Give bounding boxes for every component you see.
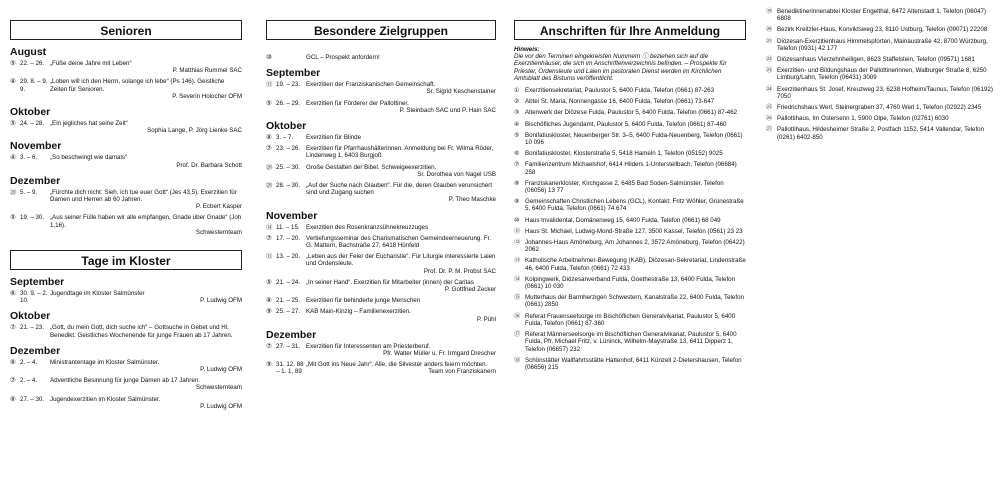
house-number: ⑦ — [514, 161, 520, 169]
address-entry — [766, 26, 994, 33]
event-date: 26. – 29. — [276, 99, 301, 107]
month-heading: Oktober — [10, 310, 51, 323]
event-text: „Loben will ich den Herrn, solange ich lebe“ (Ps 146). Geistliche Zeiten für Senioren. — [50, 78, 225, 93]
event-date: 11. – 15. — [276, 223, 300, 231]
house-number: ⑤ — [266, 278, 272, 286]
event-date: 13. – 20. — [276, 253, 301, 261]
house-number: ⑨ — [514, 198, 520, 206]
month-heading: September — [266, 67, 321, 80]
event-text: „Mit Gott ins Neue Jahr“. Alle, die Silvester anders feiern möchten. — [306, 361, 488, 369]
zielgruppen-list — [266, 67, 496, 375]
address-entry — [514, 121, 746, 128]
event-text: Exerzitien für Pfarrhaushälterinnen. Anmeldung bei Fr. Wilma Röder, Lindenweg 1, 6403 Burgjoß — [306, 145, 494, 160]
event-entry — [10, 377, 242, 391]
address-entry — [514, 161, 746, 175]
house-number: ㉑ — [766, 37, 773, 45]
address-entry — [514, 150, 746, 157]
address-entry — [766, 67, 994, 81]
hint-box — [514, 46, 746, 82]
event-body — [50, 396, 242, 410]
house-number: ⑭ — [514, 275, 521, 283]
event-entry — [266, 361, 496, 375]
event-text: Jugendexerzitien im Kloster Salmünster. — [50, 395, 161, 403]
event-text: Große Gestalten der Bibel. Schweigeexerzitien. — [306, 163, 437, 171]
hint-title: Hinweis: — [514, 46, 540, 53]
event-body — [50, 120, 242, 134]
address-text: Bischöfliches Jugendamt, Paulustor 5, 6400 Fulda, Telefon (0661) 87-460 — [525, 120, 727, 128]
address-text: Diözesan-Exerzitienhaus Himmelspforten, Mainaustraße 42, 8700 Würzburg, Telefon (0931) 42 177 — [777, 37, 988, 52]
house-number: ⑨ — [266, 361, 272, 369]
address-text: Referat Männerseelsorge im Bischöflichen Generalvikariat, Paulustor 5, 6400 Fulda, Pfr. Michael Fritz, v. Lüninck, Wilhelm-Maystraße 13, 6411 Dipperz 1, Telefon (06657) 232 — [525, 331, 737, 353]
house-number: ⑯ — [514, 312, 521, 320]
event-text: „Leben aus der Feier der Eucharistie“. Für Liturgie interessierte Laien und Ordensleute. — [306, 253, 496, 268]
event-entry — [10, 60, 242, 74]
event-person: P. Theo Maschke — [448, 196, 496, 204]
event-body — [306, 253, 496, 275]
address-text: Gemeinschaften Christlichen Lebens (GCL), Kontakt: Fritz Wöhler, Grünestraße 5, 6400 Fulda, Telefon (0661) 74 674 — [525, 198, 744, 213]
address-entry — [514, 313, 746, 327]
house-number: ⑫ — [514, 239, 521, 247]
event-date: 27. – 30. — [20, 395, 45, 403]
house-number: ⑥ — [10, 358, 16, 366]
event-entry — [266, 224, 496, 231]
event-person: Team von Franziskanern — [428, 368, 496, 376]
house-number: ⑭ — [266, 223, 273, 231]
address-entry — [766, 8, 994, 22]
event-person: Prof. Dr. Barbara Schott — [176, 161, 242, 169]
event-date: 29. 8. – 9. 9. — [20, 78, 48, 93]
house-number: ⑲ — [766, 8, 773, 15]
event-entry — [10, 120, 242, 134]
house-number: ⑤ — [10, 214, 16, 222]
gcl-intro — [266, 54, 496, 61]
address-text: Pallottihaus, Im Ostersenn 1, 5900 Olpe, Telefon (02761) 6030 — [777, 115, 949, 123]
address-text: Bezirk Kreitzler-Haus, Konviktsweg 23, 8110 Ustburg, Telefon (09071) 22208 — [777, 26, 988, 34]
section-header-tage-im-kloster: Tage im Kloster — [10, 250, 242, 270]
event-entry — [10, 324, 242, 338]
house-number: ㉓ — [766, 67, 773, 75]
event-body — [306, 164, 496, 178]
month-heading: November — [266, 209, 318, 222]
house-number: ⑱ — [514, 356, 521, 364]
event-entry — [10, 396, 242, 410]
event-person: P. Matthias Rummel SAC — [172, 67, 242, 75]
house-number: ⑪ — [266, 81, 273, 89]
event-entry — [266, 145, 496, 159]
event-body — [306, 182, 496, 204]
event-entry — [266, 182, 496, 204]
address-text: Exerzitien- und Bildungshaus der Pallottinerinnen, Walburger Straße 8, 6250 Limburg/Lahn, Telefon (06431) 3009 — [777, 67, 987, 82]
event-body — [50, 324, 242, 338]
month-heading: August — [10, 46, 47, 58]
event-body — [50, 154, 242, 168]
event-person: P. Steinbach SAC und P. Hain SAC — [399, 106, 496, 114]
event-body — [306, 235, 496, 249]
event-date: 22. – 26. — [20, 60, 45, 67]
event-entry — [266, 279, 496, 293]
address-text: Haus Invalidental, Domänenweg 15, 6400 Fulda, Telefon (0661) 68 049 — [525, 216, 721, 224]
event-date: 19. – 23. — [276, 81, 301, 89]
event-person: P. Ludwig OFM — [200, 297, 242, 305]
event-text: Exerzitien für Interessenten am Priesterberuf. — [306, 342, 431, 350]
address-text: Exerzitiensekretariat, Paulustor 5, 6400 Fulda, Telefon (0661) 87-263 — [525, 87, 715, 95]
address-entry — [514, 276, 746, 290]
address-text: Altenwerk der Diözese Fulda, Paulustor 5, 6400 Fulda, Telefon (0661) 87-462 — [525, 109, 738, 117]
event-text: Vertiefungsseminar des Charismatischen Gemeindeerneuerung. Fr. G. Mattern, Bachstraße 27, 6418 Hünfeld — [306, 234, 492, 250]
house-number: ⑩ — [266, 54, 272, 61]
event-date: 2. – 4. — [20, 358, 38, 366]
event-text: Exerzitien für behinderte junge Menschen — [306, 297, 421, 305]
house-number: ⑦ — [10, 324, 16, 332]
house-number: ⑥ — [10, 290, 16, 298]
event-text: Jugendtage im Kloster Salmünster — [50, 290, 145, 298]
event-entry — [10, 359, 242, 373]
intro-text: GCL – Prospekt anfordern! — [306, 54, 380, 61]
address-entry — [514, 87, 746, 94]
house-number: ㉒ — [766, 56, 773, 64]
event-person: P. Severin Holocher OFM — [172, 92, 242, 100]
event-entry — [10, 290, 242, 304]
event-date: 25. – 30. — [276, 163, 301, 171]
event-body — [50, 60, 242, 74]
address-entry — [514, 228, 746, 235]
house-number: ⑳ — [266, 163, 273, 171]
house-number: ⑦ — [266, 145, 272, 153]
event-person: Prof. Dr. P. M. Probst SAC — [423, 267, 496, 275]
house-number: ⑧ — [266, 297, 272, 305]
event-entry — [266, 343, 496, 357]
address-text: Kolpingwerk, Diözesanverband Fulda, Goethestraße 13, 6400 Fulda, Telefon (0661) 10 030 — [525, 275, 736, 291]
address-entry — [514, 294, 746, 308]
address-text: Bonifatiuskloster, Neuenberger Str. 3–5, 6400 Fulda-Neuenberg, Telefon (0661) 10 096 — [525, 131, 743, 147]
address-entry — [766, 38, 994, 52]
address-entry — [514, 217, 746, 224]
event-entry — [266, 235, 496, 249]
event-person: P. Ludwig OFM — [200, 402, 242, 410]
event-date: 21. – 25. — [276, 297, 301, 305]
house-number: ⑳ — [266, 182, 273, 190]
event-person: P. Pühl — [476, 315, 496, 323]
address-text: Katholische Arbeitnehmer-Bewegung (KAB), Diözesan-Sekretariat, Lindenstraße 46, 6400 Fulda, Telefon (0661) 72 433 — [525, 257, 746, 272]
event-text: Adventliche Besinnung für junge Damen ab 17 Jahren. — [50, 377, 200, 385]
event-person: Sr. Dorothea von Nagel USB — [417, 170, 496, 178]
event-date: 21. – 24. — [276, 278, 301, 286]
address-entry — [766, 56, 994, 63]
address-text: Schönstätter Wallfahrtsstätte Hattenhof, 6411 Künzell 2-Dietershausen, Telefon (06656) 215 — [525, 356, 742, 371]
address-entry — [514, 357, 746, 371]
event-text: Exerzitien für Förderer der Pallottiner. — [306, 99, 409, 107]
event-body — [306, 100, 496, 114]
address-entry — [514, 239, 746, 253]
event-body — [50, 189, 242, 211]
house-number: ⑤ — [514, 131, 520, 139]
event-date: 21. – 23. — [20, 324, 45, 332]
event-body — [50, 377, 242, 391]
column-anschriften — [514, 0, 746, 375]
month-heading: Dezember — [10, 344, 61, 357]
event-entry — [10, 189, 242, 211]
house-number: ㉔ — [766, 85, 773, 93]
house-number: ⑨ — [266, 308, 272, 316]
event-text: „Auf der Suche nach Glauben“. Für die, deren Glauben verunsichert sind und Zugang suchen — [306, 182, 493, 197]
event-date: 24. – 28. — [20, 120, 45, 128]
house-number: ⑦ — [10, 377, 16, 385]
house-number: ⑩ — [514, 216, 520, 224]
house-number: ② — [514, 98, 520, 106]
event-entry — [266, 308, 496, 322]
house-number: ㉗ — [766, 126, 773, 134]
event-body — [50, 78, 242, 100]
address-entry — [766, 115, 994, 122]
address-entry — [766, 86, 994, 100]
event-entry — [266, 164, 496, 178]
section-header-besondere-zielgruppen: Besondere Zielgruppen — [266, 20, 496, 40]
event-text: „Fürchte dich nicht: Sieh, ich tue euer Gott“ (Jes 43,5). Exerzitien für Damen und Herren ab 60 Jahren. — [50, 188, 237, 204]
house-number: ⑤ — [10, 60, 16, 67]
event-entry — [266, 81, 496, 95]
address-text: Bonifatiuskloster, Klosterstraße 5, 5418 Hameln 1, Telefon (05152) 9025 — [525, 150, 723, 158]
event-entry — [10, 78, 242, 100]
event-date: 30. 9. – 2. 10. — [20, 290, 48, 305]
event-text: „Ein jegliches hat seine Zeit“ — [50, 120, 128, 128]
event-date: 3. – 6. — [20, 154, 38, 162]
address-entry — [514, 198, 746, 212]
tage-im-kloster-list — [10, 276, 242, 410]
event-text: Exerzitien der Franziskanischen Gemeinschaft. — [306, 81, 436, 89]
house-number: ⑥ — [10, 395, 16, 403]
column-anschriften-continued — [766, 0, 994, 145]
event-person: P. Ecbert Kasper — [196, 203, 242, 211]
event-text: KAB Main-Kinzig – Familienexerzitien. — [306, 308, 411, 316]
event-text: „Füße deine Jahre mit Leben“ — [50, 60, 132, 67]
event-body — [306, 343, 496, 357]
house-number: ⑤ — [266, 99, 272, 107]
house-number: ㉕ — [766, 104, 773, 112]
event-text: „In seiner Hand“. Exerzitien für Mitarbeiter (innen) der Caritas — [306, 278, 474, 286]
house-number: ① — [514, 87, 520, 95]
event-entry — [10, 214, 242, 236]
address-entry — [514, 109, 746, 116]
column-besondere-zielgruppen — [266, 0, 496, 380]
house-number: ④ — [10, 78, 16, 86]
hint-text: Die vor den Terminen eingekreisten Nummern ⓘ beziehen sich auf die Exerzitienhäuser, die sich im Anschriftenverzeichnis befinden. – Prospekte für Priester, Ordensleute und Laien im pastoralen Dienst werden im Kirchlichen Amtsblatt des Bistums veröffentlicht. — [514, 53, 727, 82]
house-number: ⑦ — [266, 234, 272, 242]
event-entry — [266, 134, 496, 141]
event-date: 23. – 26. — [276, 145, 301, 153]
event-entry — [266, 100, 496, 114]
event-text: „So beschwingt wie damals“ — [50, 154, 128, 162]
event-body — [50, 214, 242, 236]
event-body — [306, 145, 496, 159]
address-entry — [514, 98, 746, 105]
address-text: Abtei St. Maria, Nonnengasse 16, 6400 Fulda, Telefon (0661) 73-647 — [525, 98, 715, 106]
address-text: Mutterhaus der Barmherzigen Schwestern, Kanalstraße 22, 6400 Fulda, Telefon (0661) 2850 — [525, 294, 744, 309]
event-text: „Gott, du mein Gott, dich suche ich“ – Gottsuche in Gebet und Hl. Benedikt. Geistliches Wochenende für junge Frauen ab 17 Jahren. — [50, 324, 233, 339]
house-number: ⑬ — [514, 257, 521, 265]
address-list — [514, 87, 746, 371]
house-number: ㉖ — [766, 115, 773, 123]
event-body — [50, 290, 242, 304]
house-number: ③ — [514, 109, 520, 117]
address-text: Benediktinerinnenabtei Kloster Engelthal, 6472 Altenstadt 1, Telefon (06047) 6808 — [777, 8, 987, 23]
event-person: P. Ludwig OFM — [200, 366, 242, 374]
address-entry — [766, 126, 994, 140]
month-heading: Dezember — [10, 174, 61, 187]
address-list-continued — [766, 8, 994, 141]
address-text: Referat Frauenseelsorge im Bischöflichen Generalvikariat, Paulustor 5, 6400 Fulda, Telefon (0661) 87-360 — [525, 312, 736, 327]
house-number: ④ — [514, 120, 520, 128]
event-body — [306, 297, 496, 304]
event-person: Pfr. Walter Müller u. Fr. Irmgard Drescher — [383, 350, 496, 358]
event-entry — [266, 253, 496, 275]
house-number: ⑳ — [10, 188, 17, 196]
section-header-anschriften: Anschriften für Ihre Anmeldung — [514, 20, 746, 40]
house-number: ⑧ — [514, 179, 520, 187]
event-text: Ministrantentage im Kloster Salmünster. — [50, 358, 160, 366]
address-text: Exerzitienhaus St. Josef, Kreuzweg 23, 6238 Hofheim/Taunus, Telefon (06192) 7050 — [777, 85, 993, 100]
house-number: ⑪ — [266, 253, 273, 261]
house-number: ⑰ — [514, 331, 521, 339]
event-date: 19. – 30. — [20, 214, 45, 222]
address-entry — [766, 104, 994, 111]
address-entry — [514, 257, 746, 271]
address-entry — [514, 180, 746, 194]
event-text: Exerzitien für Blinde — [306, 134, 362, 142]
month-heading: Oktober — [266, 120, 307, 133]
house-number: ⑳ — [766, 26, 773, 34]
senioren-list — [10, 46, 242, 236]
month-heading: November — [10, 140, 62, 153]
event-date: 25. – 27. — [276, 308, 301, 316]
address-text: Franziskanerkloster, Kirchgasse 2, 6485 Bad Soden-Salmünster, Telefon (06056) 13 77 — [525, 179, 724, 195]
column-senioren — [10, 0, 242, 414]
event-person: Sr. Sigrid Keschenstainer — [426, 88, 496, 96]
event-date: 17. – 20. — [276, 234, 301, 242]
event-date: 28. – 30. — [276, 182, 301, 190]
house-number: ④ — [10, 154, 16, 162]
address-entry — [514, 132, 746, 146]
event-date: 27. – 31. — [276, 342, 301, 350]
event-person: Schwesternteam — [195, 384, 242, 392]
event-entry — [266, 297, 496, 304]
event-body — [50, 359, 242, 373]
house-number: ⑤ — [10, 120, 16, 128]
address-entry — [514, 331, 746, 353]
event-text: „Aus seiner Fülle haben wir alle empfangen, Gnade über Gnade“ (Joh 1,16). — [50, 214, 242, 229]
month-heading: Dezember — [266, 328, 317, 341]
event-text: Exerzitien des Rosenkranzsühnekreuzzuges — [306, 223, 429, 231]
event-date: 31. 12. 88 – 1. 1. 89 — [276, 361, 304, 376]
event-person: Sophia Lange, P. Jörg Lienke SAC — [147, 127, 242, 135]
address-text: Haus St. Michael, Ludwig-Mond-Straße 127, 3500 Kassel, Telefon (0561) 23 23 — [525, 227, 743, 235]
event-body — [306, 279, 496, 293]
house-number: ⑪ — [514, 227, 521, 235]
house-number: ⑥ — [514, 150, 520, 158]
event-person: P. Gottfried Zecker — [444, 286, 496, 294]
section-header-senioren: Senioren — [10, 20, 242, 40]
address-text: Familienzentrum Michaelshof, 6414 Hilders 1-Unterstellbach, Telefon (06684) 258 — [525, 161, 737, 176]
event-body — [306, 224, 496, 231]
month-heading: Oktober — [10, 106, 51, 119]
event-person: Schwesternteam — [195, 228, 242, 236]
house-number: ⑧ — [266, 134, 272, 142]
house-number: ⑦ — [266, 342, 272, 350]
address-text: Johannes-Haus Amöneburg, Am Johannes 2, 3572 Amöneburg, Telefon (06422) 2062 — [525, 239, 745, 254]
address-text: Diözesanhaus Vierzehnheiligen, 8623 Staffelstein, Telefon (09571) 1681 — [777, 56, 975, 64]
event-body — [306, 81, 496, 95]
house-number: ⑮ — [514, 294, 521, 302]
address-text: Friedrichshaus Werl, Steinergraben 37, 4760 Werl 1, Telefon (02922) 2345 — [777, 104, 982, 112]
address-text: Pallottihaus, Hildesheimer Straße 2, Postfach 1152, 5414 Vallendar, Telefon (0261) 6402-850 — [777, 126, 985, 141]
event-date: 5. – 9. — [20, 188, 38, 196]
event-body — [306, 134, 496, 141]
month-heading: September — [10, 276, 65, 289]
event-date: 2. – 4. — [20, 377, 38, 385]
event-entry — [10, 154, 242, 168]
event-date: 3. – 7. — [276, 134, 294, 142]
event-body — [306, 361, 496, 375]
event-body — [306, 308, 496, 322]
